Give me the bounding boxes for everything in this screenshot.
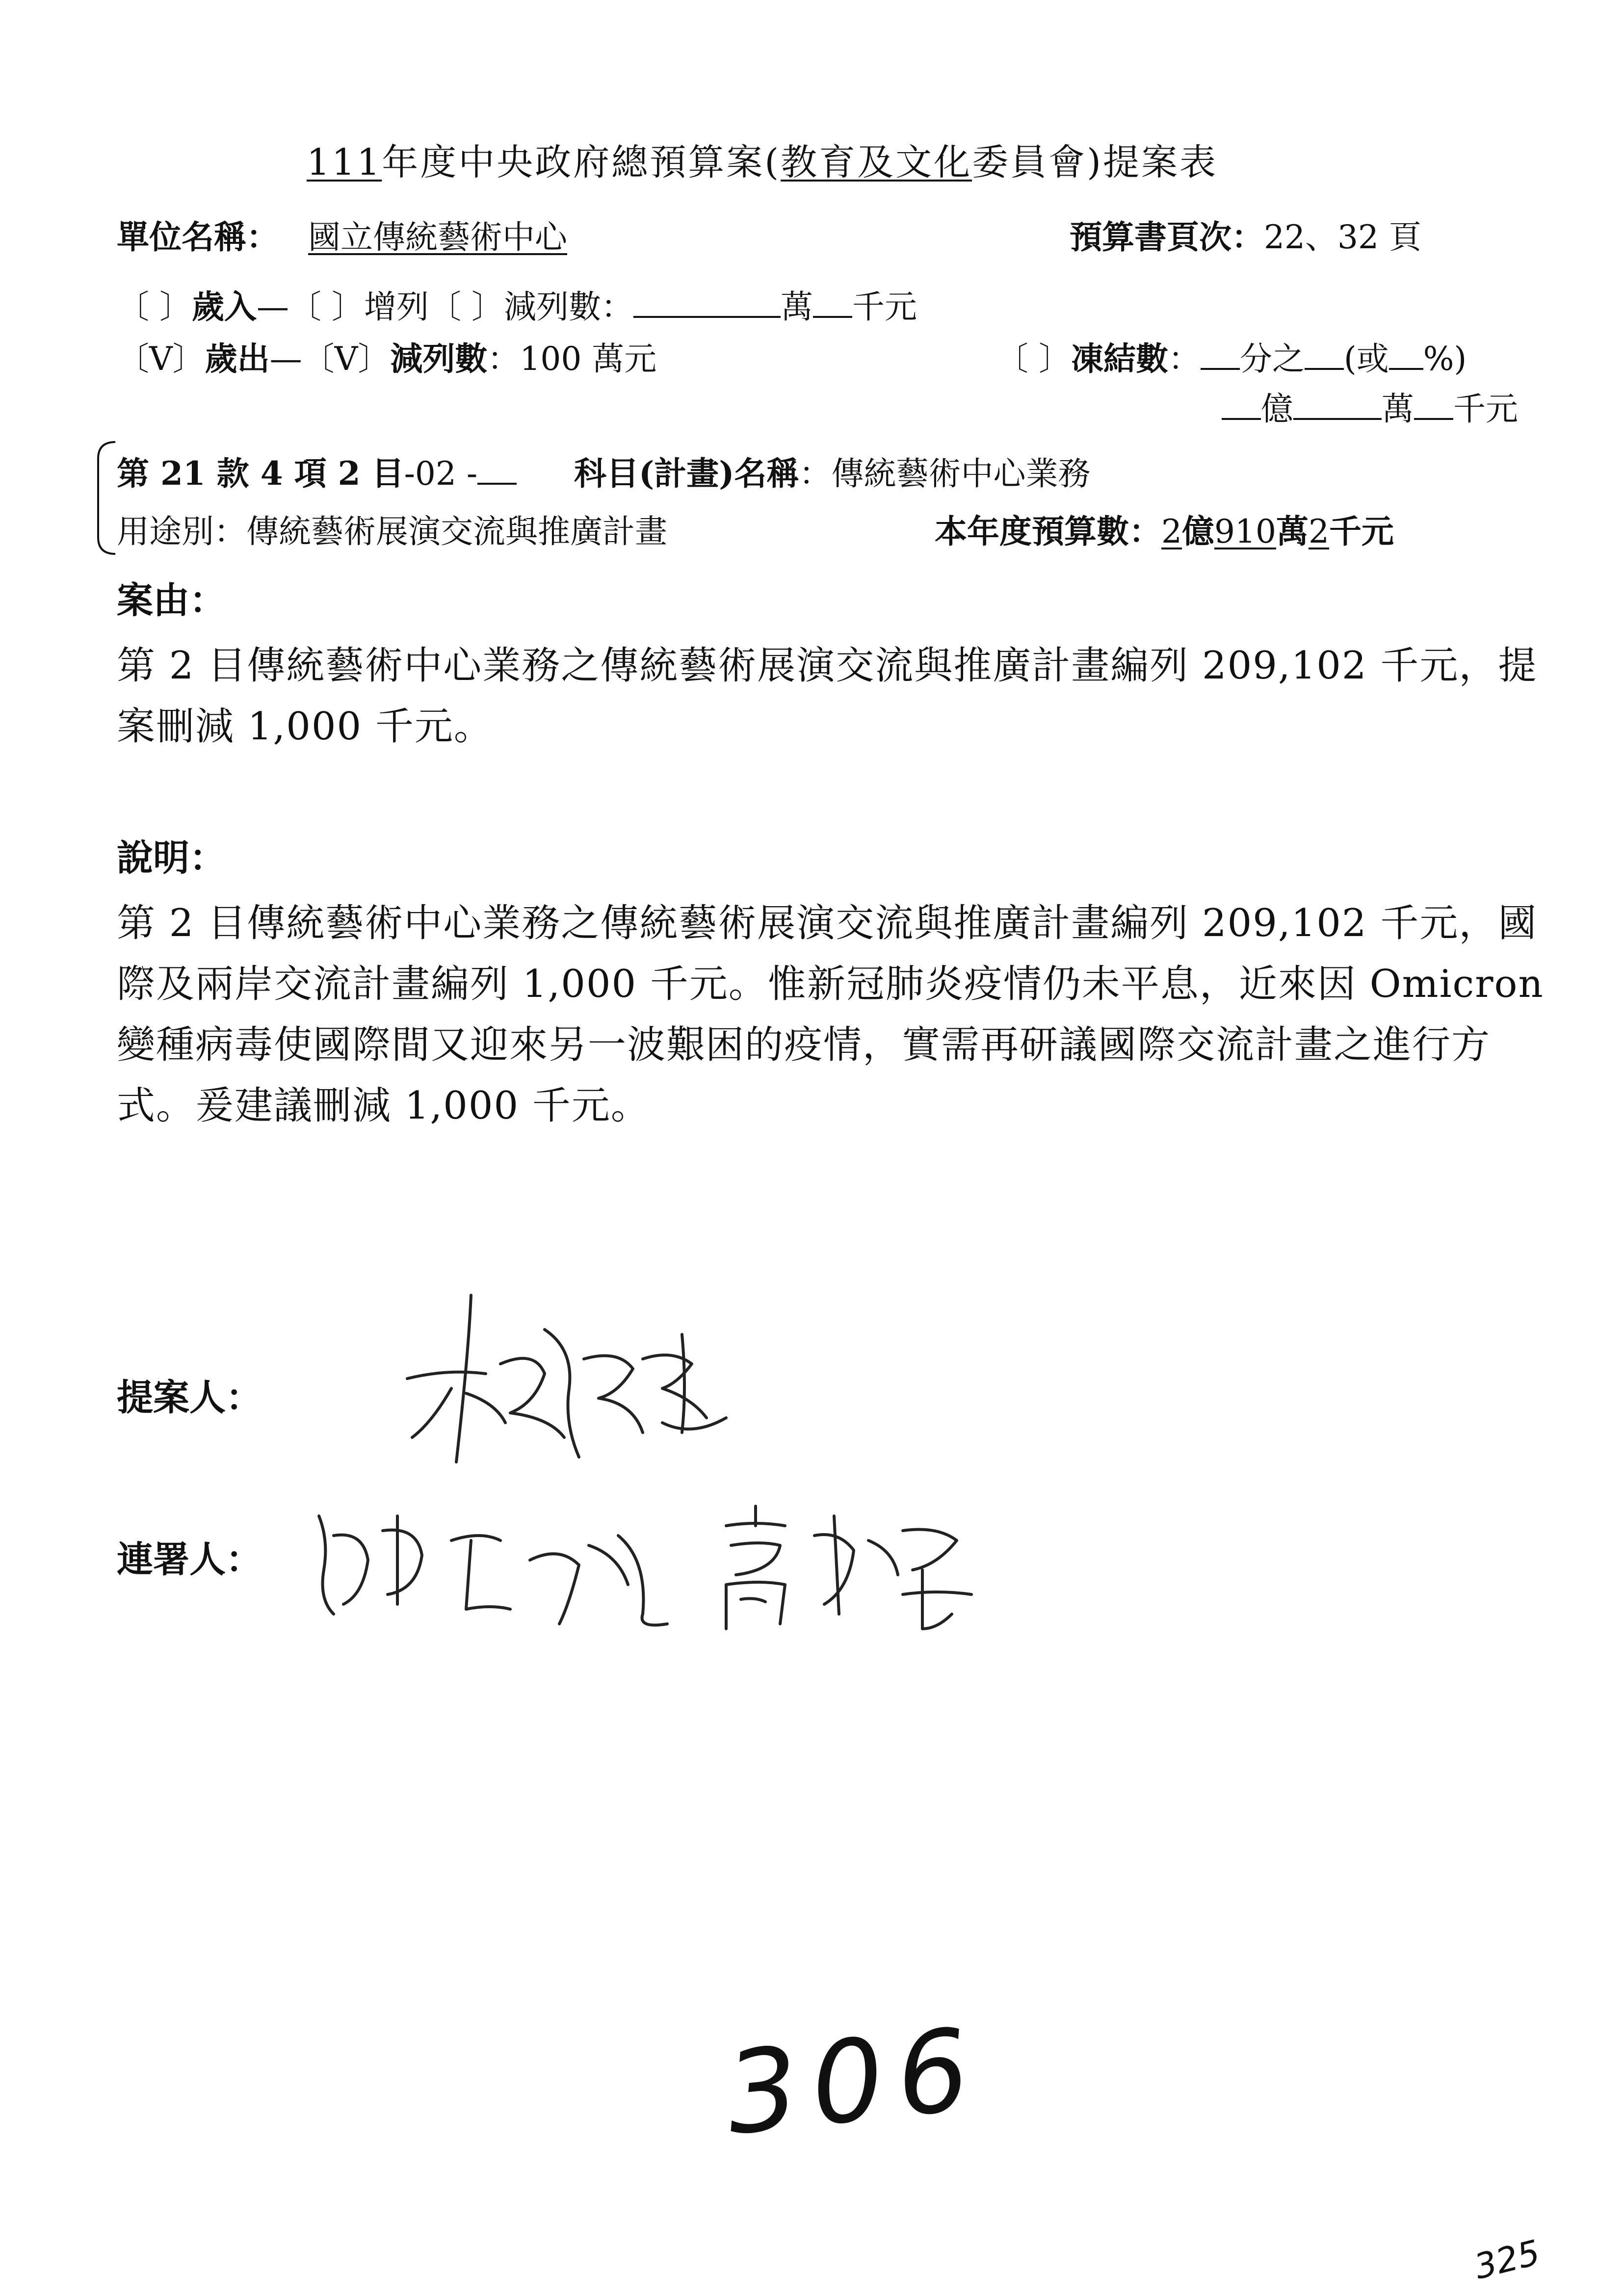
annual-qian-value: 2 xyxy=(1308,513,1329,550)
proposer-signature xyxy=(388,1276,741,1482)
form-title xyxy=(307,133,1218,185)
revenue-checkbox: 〔 〕 xyxy=(117,288,192,326)
revenue-qian-blank xyxy=(813,284,852,318)
unit-row xyxy=(117,211,597,258)
expenditure-cut-label: 減列數 xyxy=(390,339,488,378)
unit-label: 單位名稱： xyxy=(117,218,279,256)
revenue-label: 歲入 xyxy=(191,287,257,326)
freeze-checkbox: 〔 〕 xyxy=(996,340,1071,378)
purpose-value: 傳統藝術展演交流與推廣計畫 xyxy=(246,513,667,550)
annual-label: 本年度預算數： xyxy=(935,512,1161,550)
reason-heading: 案由： xyxy=(117,579,226,622)
reason-body: 第 2 目傳統藝術中心業務之傳統藝術展演交流與推廣計畫編列 209,102 千元，提案刪減 1,000 千元。 xyxy=(117,644,1538,749)
unit-value: 國立傳統藝術中心 xyxy=(308,218,567,256)
freeze-yi: 億 xyxy=(1261,390,1293,428)
expenditure-dash: — xyxy=(269,340,302,378)
explanation-body: 第 2 目傳統藝術中心業務之傳統藝術展演交流與推廣計畫編列 209,102 千元，國際及兩岸交流計畫編列 1,000 千元。惟新冠肺炎疫情仍未平息，近來因 Omicron 變種病毒使國際間又迎來另一波艱困的疫情，實需再研議國際交流計畫之進行方式。爰建議刪減 1,000 千元。 xyxy=(117,901,1544,1128)
budget-code-suffix: -02 - xyxy=(404,455,478,493)
annual-wan-value: 910 xyxy=(1214,513,1276,550)
revenue-dash: — xyxy=(256,288,289,326)
cosigner-signature-2 xyxy=(707,1491,981,1639)
expenditure-cut-checkbox: 〔V〕 xyxy=(302,340,391,378)
budget-code-blank xyxy=(477,450,517,485)
cosigners-label: 連署人： xyxy=(117,1539,262,1581)
freeze-wan: 萬 xyxy=(1382,390,1414,428)
pages-row xyxy=(1070,211,1421,258)
budget-code-prefix: 第 21 款 4 項 2 目 xyxy=(117,454,404,493)
title-committee: 教育及文化 xyxy=(781,141,972,183)
freeze-wan-blank xyxy=(1293,386,1382,420)
title-part1: 年度中央政府總預算案( xyxy=(382,141,781,183)
revenue-unit-wan: 萬 xyxy=(780,288,813,326)
freeze-row xyxy=(996,333,1467,379)
revenue-cut-label: 減列數： xyxy=(503,288,633,326)
annual-yi-unit: 億 xyxy=(1182,512,1214,550)
page-number: 306 xyxy=(720,2003,989,2161)
freeze-label: 凍結數 xyxy=(1071,339,1168,378)
revenue-amount-blank xyxy=(633,284,781,318)
annual-budget-row xyxy=(935,505,1394,552)
freeze-denominator-blank xyxy=(1201,336,1240,370)
freeze-amount-row xyxy=(1222,383,1518,429)
pages-label: 預算書頁次： xyxy=(1070,218,1264,256)
freeze-or: (或 xyxy=(1343,340,1389,378)
purpose-row xyxy=(117,505,667,552)
revenue-unit-qian: 千元 xyxy=(852,288,917,326)
freeze-yi-blank xyxy=(1222,386,1261,420)
pages-value: 22、32 頁 xyxy=(1264,218,1421,256)
expenditure-checkbox: 〔V〕 xyxy=(117,340,205,378)
corner-note: 325 xyxy=(1470,2232,1544,2287)
annual-wan-unit: 萬 xyxy=(1276,512,1309,550)
expenditure-amount: ：100 萬元 xyxy=(487,340,657,378)
freeze-qian-blank xyxy=(1414,386,1453,420)
annual-yi-value: 2 xyxy=(1161,513,1182,550)
freeze-numerator-blank xyxy=(1305,336,1344,370)
freeze-qian: 千元 xyxy=(1453,390,1518,428)
expenditure-row xyxy=(117,333,656,379)
budget-item-bracket xyxy=(88,439,118,557)
subject-label: 科目(計畫)名稱 xyxy=(574,454,799,493)
cosigner-signature-1 xyxy=(304,1487,692,1639)
revenue-add-label: 增列 xyxy=(364,288,429,326)
purpose-label: 用途別： xyxy=(117,513,246,550)
title-year: 111 xyxy=(307,141,382,183)
revenue-cut-checkbox: 〔 〕 xyxy=(428,288,504,326)
freeze-colon: ： xyxy=(1168,340,1201,378)
title-part2: 委員會)提案表 xyxy=(972,141,1218,183)
budget-code-row xyxy=(117,447,517,494)
freeze-fen-zhi: 分之 xyxy=(1239,340,1305,378)
revenue-add-checkbox: 〔 〕 xyxy=(288,288,364,326)
subject-row xyxy=(574,447,1090,494)
subject-value: ：傳統藝術中心業務 xyxy=(799,455,1091,493)
expenditure-label: 歲出 xyxy=(205,339,270,378)
proposer-label: 提案人： xyxy=(117,1377,262,1419)
explanation-heading: 說明： xyxy=(117,837,226,879)
revenue-row xyxy=(117,281,917,327)
freeze-percent: %) xyxy=(1423,340,1467,378)
freeze-percent-blank xyxy=(1389,336,1423,370)
annual-qian-unit: 千元 xyxy=(1329,512,1394,550)
